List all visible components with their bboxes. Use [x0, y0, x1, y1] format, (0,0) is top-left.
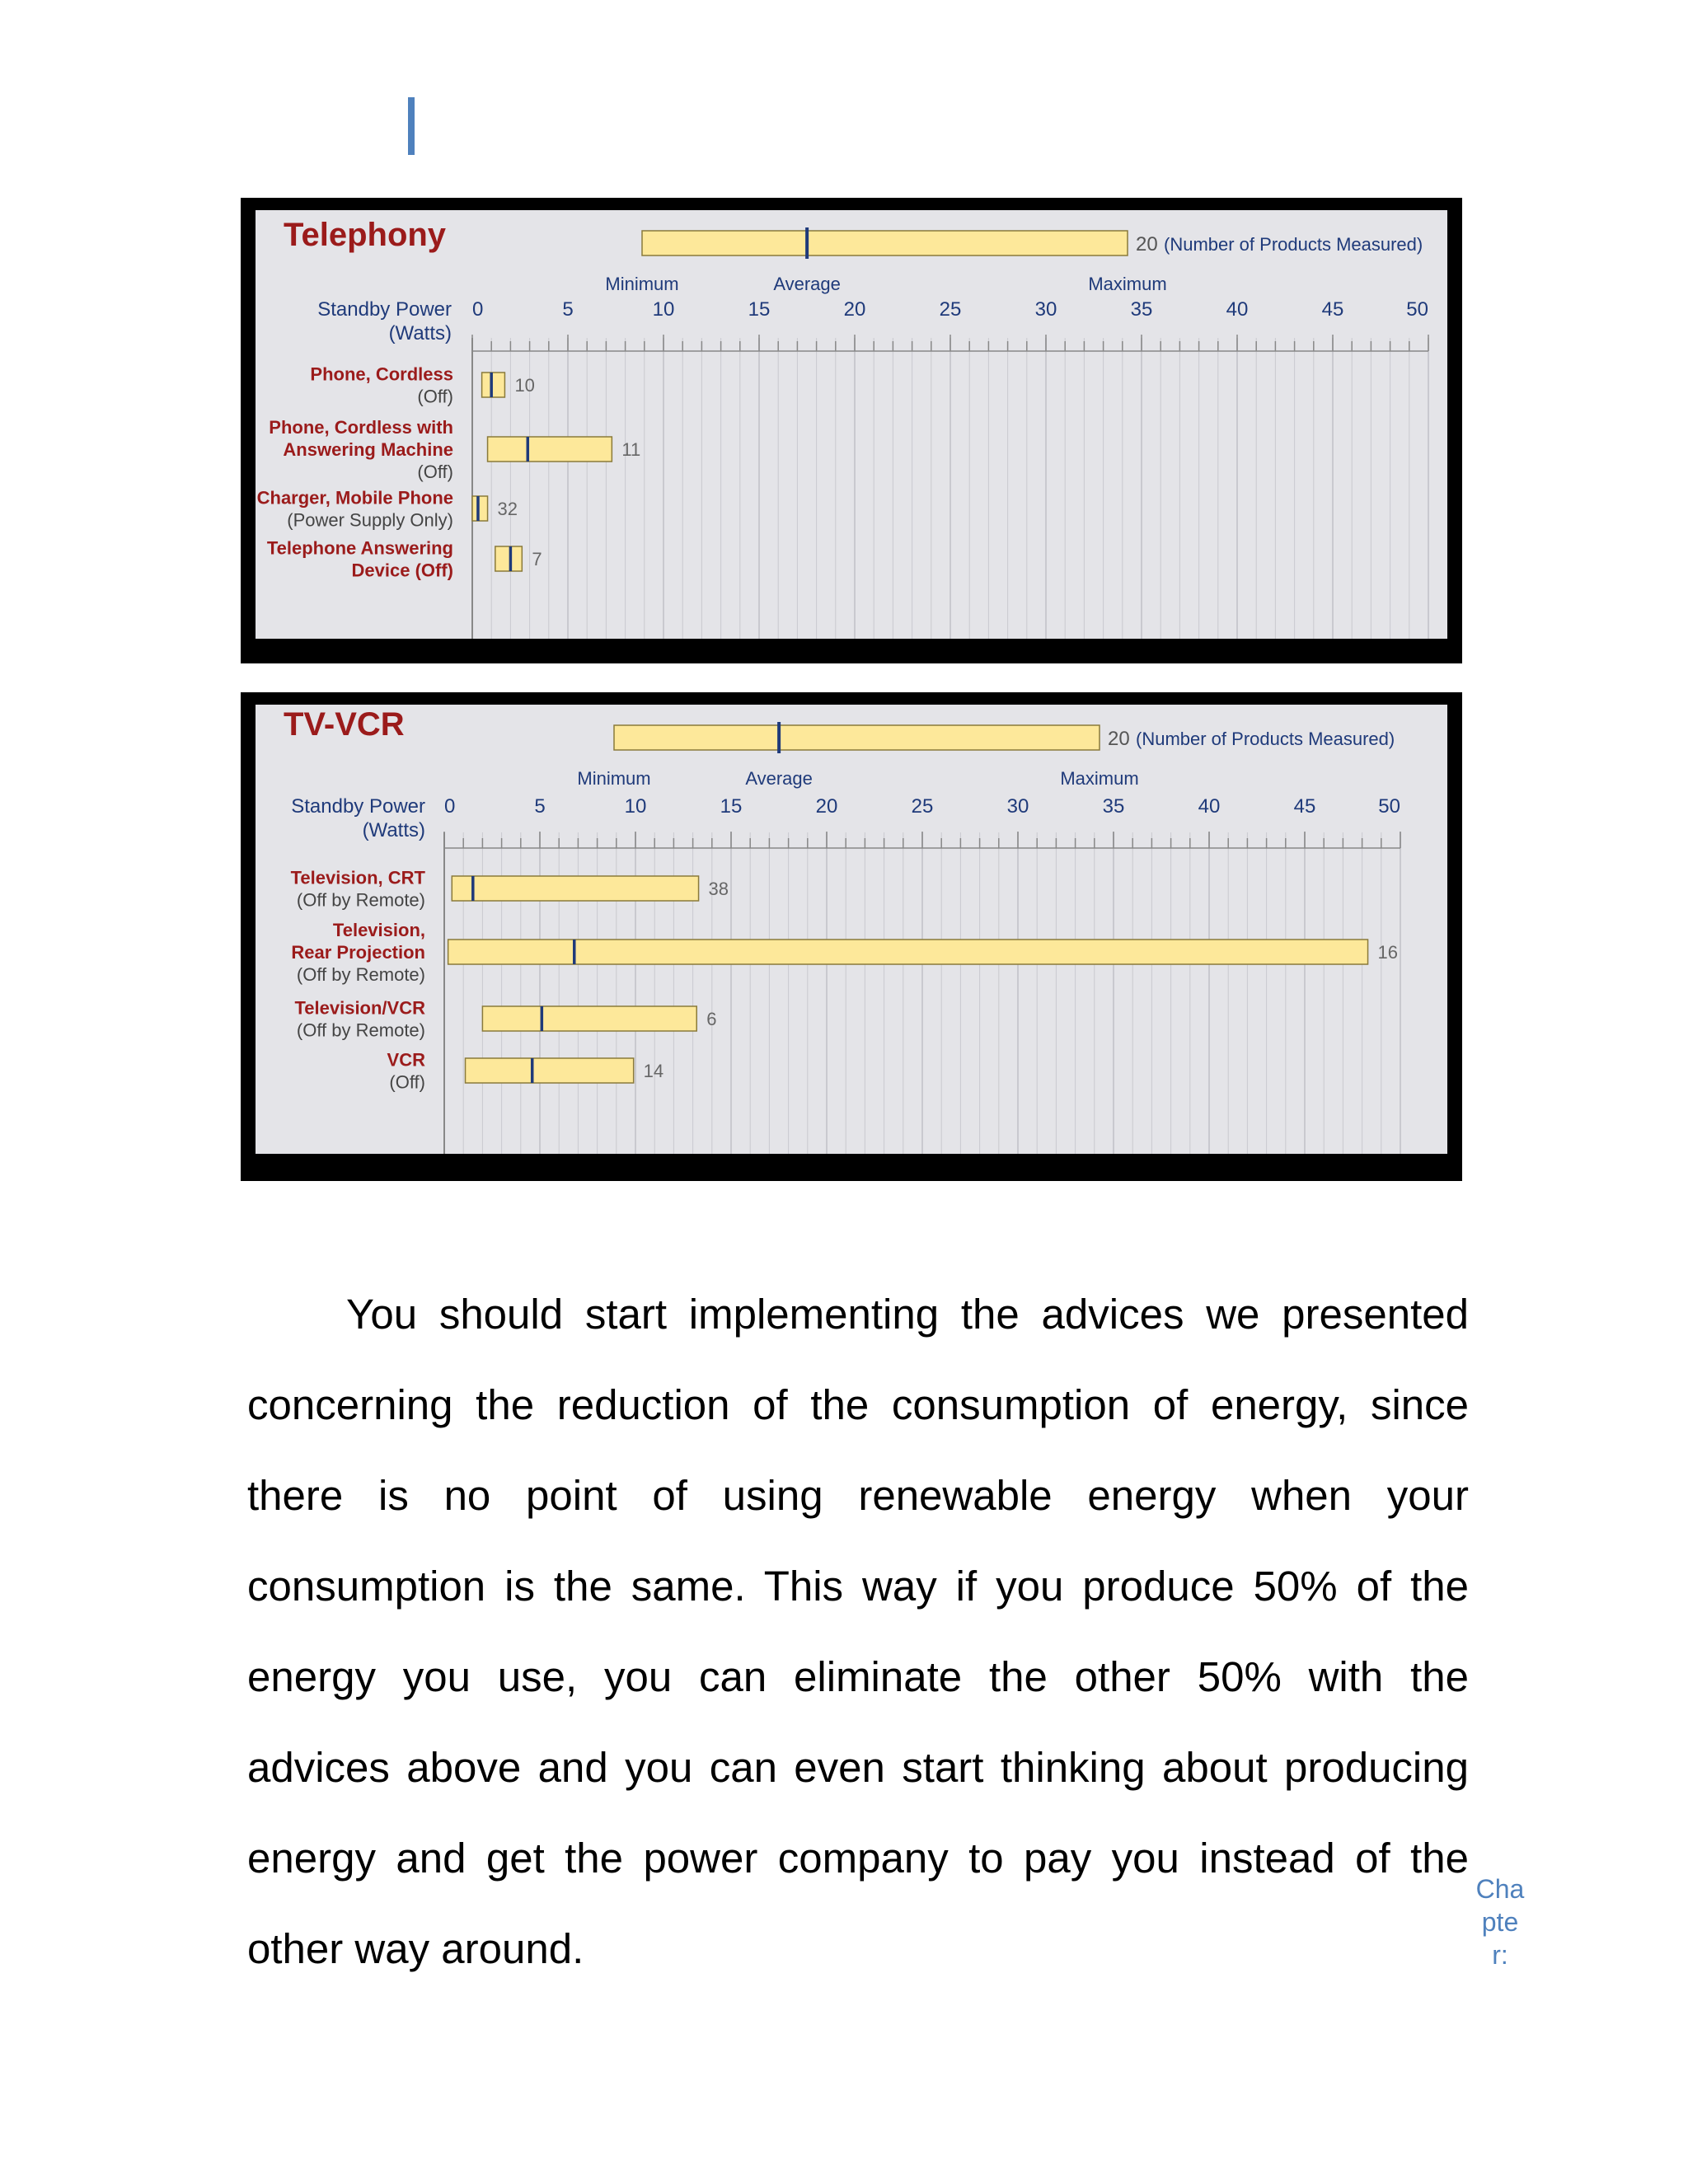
- tv-vcr-chart-svg: [241, 692, 1462, 1181]
- x-tick-label: 50: [1378, 795, 1400, 818]
- product-count-label: 6: [706, 1009, 717, 1029]
- x-tick-label: 30: [1006, 795, 1029, 818]
- range-bar: [488, 437, 612, 462]
- product-count-label: 7: [532, 549, 542, 569]
- legend-minimum-label: Minimum: [577, 768, 651, 789]
- x-axis-label: Standby Power: [317, 298, 452, 321]
- side-chapter-tab: Chapter:: [1475, 1874, 1525, 1970]
- product-count-label: 38: [708, 879, 729, 899]
- legend-sample-bar: [614, 725, 1100, 750]
- x-tick-label: 10: [624, 795, 647, 818]
- x-axis-unit: (Watts): [388, 322, 452, 344]
- x-axis-label: Standby Power: [291, 795, 425, 818]
- legend-count-label: (Number of Products Measured): [1164, 234, 1423, 255]
- category-label: (Off by Remote): [296, 1019, 425, 1041]
- x-tick-label: 40: [1198, 795, 1221, 818]
- range-bar: [482, 373, 505, 397]
- category-label: (Off): [417, 462, 453, 482]
- chart-title: Telephony: [284, 217, 447, 253]
- x-tick-label: 30: [1034, 298, 1057, 321]
- category-label: Device (Off): [351, 560, 453, 581]
- category-label: Television,: [332, 920, 425, 940]
- product-count-label: 16: [1377, 942, 1399, 963]
- x-tick-label: 45: [1293, 795, 1316, 818]
- legend-count: 20: [1136, 233, 1158, 255]
- legend-count: 20: [1108, 728, 1130, 750]
- range-bar: [452, 876, 698, 901]
- legend-count-label: (Number of Products Measured): [1136, 729, 1395, 749]
- category-label: Phone, Cordless with: [269, 417, 453, 438]
- legend-maximum-label: Maximum: [1088, 274, 1167, 294]
- x-tick-label: 50: [1406, 298, 1428, 321]
- category-label: Answering Machine: [283, 439, 453, 460]
- x-tick-label: 35: [1102, 795, 1125, 818]
- category-label: Rear Projection: [291, 942, 425, 963]
- telephony-chart-svg: [241, 198, 1462, 663]
- legend-maximum-label: Maximum: [1060, 768, 1139, 789]
- range-bar: [472, 496, 488, 521]
- x-axis-unit: (Watts): [362, 819, 425, 841]
- telephony-chart: [241, 198, 1462, 663]
- x-tick-label: 35: [1130, 298, 1153, 321]
- category-label: (Off): [389, 1071, 425, 1093]
- x-tick-label: 25: [911, 795, 934, 818]
- legend-average-label: Average: [745, 768, 813, 789]
- x-tick-label: 0: [472, 298, 484, 321]
- tv-vcr-chart: [241, 692, 1462, 1181]
- category-label: (Off by Remote): [296, 964, 425, 985]
- product-count-label: 14: [643, 1061, 664, 1081]
- x-tick-label: 45: [1321, 298, 1344, 321]
- range-bar: [482, 1006, 696, 1031]
- category-label: VCR: [387, 1049, 425, 1071]
- legend-average-label: Average: [773, 274, 841, 294]
- category-label: Television, CRT: [290, 867, 425, 888]
- x-tick-label: 15: [720, 795, 743, 818]
- range-bar: [466, 1058, 634, 1083]
- chart-title: TV-VCR: [284, 706, 405, 743]
- body-paragraph: You should start implementing the advices we presented concerning the reduction of the consumption of energy, since there is no point of using renewable energy when your consumption is the same. This way if you produce 50% of the energy you use, you can eliminate the other 50% with the advices above and you can even start thinking about producing energy and get the power company to pay you instead of the other way around.: [247, 1291, 1469, 1972]
- x-tick-label: 5: [562, 298, 574, 321]
- header-accent-bar: [408, 97, 415, 155]
- legend-sample-bar: [642, 231, 1128, 255]
- category-label: (Power Supply Only): [287, 509, 453, 531]
- x-tick-label: 20: [815, 795, 838, 818]
- range-bar: [495, 546, 522, 571]
- category-label: (Off by Remote): [296, 889, 425, 911]
- category-label: Phone, Cordless: [310, 363, 453, 385]
- x-tick-label: 15: [748, 298, 771, 321]
- product-count-label: 11: [621, 439, 641, 460]
- category-label: (Off): [417, 386, 453, 407]
- x-tick-label: 20: [843, 298, 866, 321]
- product-count-label: 32: [497, 499, 518, 519]
- x-tick-label: 40: [1226, 298, 1249, 321]
- x-tick-label: 5: [534, 795, 546, 818]
- legend-minimum-label: Minimum: [605, 274, 679, 294]
- category-label: Charger, Mobile Phone: [256, 487, 453, 509]
- product-count-label: 10: [514, 375, 535, 396]
- category-label: Television/VCR: [294, 997, 425, 1019]
- chart-panel: [256, 705, 1447, 1154]
- x-tick-label: 25: [939, 298, 962, 321]
- x-tick-label: 0: [444, 795, 456, 818]
- x-tick-label: 10: [652, 298, 675, 321]
- range-bar: [448, 940, 1368, 964]
- category-label: Telephone Answering: [266, 537, 453, 559]
